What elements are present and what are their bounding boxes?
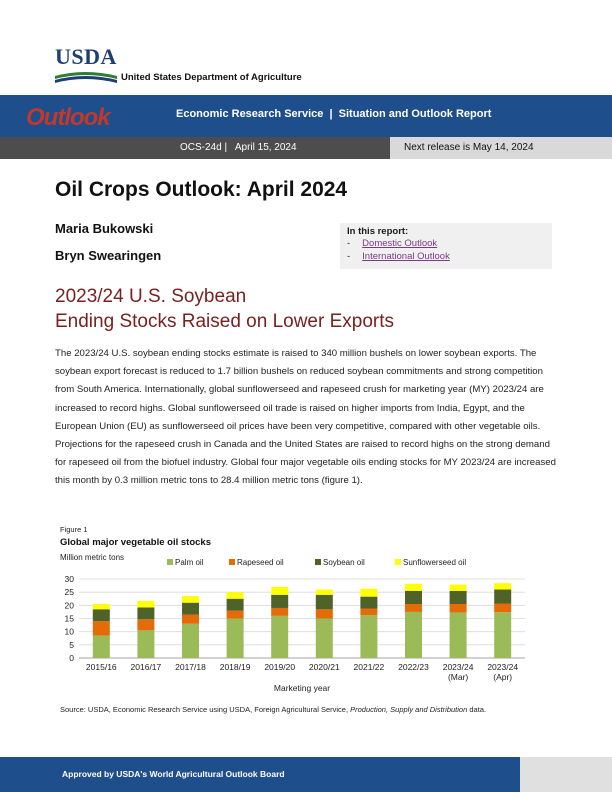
bar-segment: [494, 612, 511, 658]
bar-segment: [360, 615, 377, 658]
summary-paragraph: The 2023/24 U.S. soybean ending stocks estimate is raised to 340 million bushels on lower soybean exports. The soybean export forecast is reduced to 1.7 billion bushels on reduced soybean commitments and strong competition from South America. Internationally, global sunflowerseed and rapeseed crush for marketing year (MY) 2023/24 are increased to record highs. Global sunflowerseed oil trade is raised on higher imports from India, Egypt, and the European Union (EU) as sunflowerseed oil prices have been very competitive, compared with other vegetable oils. Projections for the rapeseed crush in Canada and the United States are raised to record highs on the strong demand for rapeseed oil from the biofuel industry. Global four major vegetable oils ending stocks for MY 2023/24 are increased this month by 0.3 million metric tons to 28.4 million metric tons (figure 1).: [55, 348, 556, 487]
y-tick-label: 20: [64, 600, 74, 611]
x-tick-label: 2019/20: [264, 662, 296, 672]
bar-segment: [360, 597, 377, 609]
author-name: Bryn Swearingen: [55, 248, 162, 263]
bar-segment: [405, 612, 422, 658]
bar-segment: [182, 615, 199, 624]
x-tick-label: 2022/23: [398, 662, 429, 672]
bar-segment: [494, 583, 511, 589]
bar-segment: [316, 619, 333, 659]
figure-label: Figure 1: [60, 525, 88, 534]
x-tick-label: 2018/19: [219, 662, 251, 672]
bar-segment: [93, 621, 110, 635]
bar-segment: [450, 585, 467, 591]
bar-segment: [182, 596, 199, 603]
outlook-logo: Outlook: [26, 104, 110, 131]
bar-segment: [405, 604, 422, 612]
banner-title: Economic Research Service | Situation and Outlook Report: [176, 108, 492, 120]
bar-segment: [360, 608, 377, 615]
next-release: Next release is May 14, 2024: [404, 142, 534, 153]
y-tick-label: 30: [64, 574, 74, 584]
legend-swatch: [315, 559, 321, 565]
legend-label: Rapeseed oil: [237, 558, 284, 567]
bar-segment: [450, 612, 467, 658]
headline: [55, 284, 394, 334]
y-axis-label: Million metric tons: [60, 553, 125, 562]
bar-segment: [137, 607, 154, 619]
legend-label: Soybean oil: [323, 558, 365, 567]
in-this-report-heading: In this report:: [347, 226, 409, 237]
department-name: United States Department of Agriculture: [121, 72, 302, 83]
bullet: -: [347, 251, 351, 262]
page-title: Oil Crops Outlook: April 2024: [55, 178, 348, 201]
x-axis-title: Marketing year: [273, 683, 331, 693]
x-tick-label: 2023/24: [487, 662, 519, 672]
usda-wordmark: USDA: [55, 44, 117, 69]
report-link-row: [347, 238, 437, 249]
bar-segment: [316, 595, 333, 609]
y-tick-label: 5: [69, 639, 74, 650]
headline-line-2: Ending Stocks Raised on Lower Exports: [55, 311, 395, 332]
bar-segment: [450, 604, 467, 612]
figure-title: Global major vegetable oil stocks: [60, 537, 211, 548]
bar-segment: [93, 604, 110, 609]
bar-segment: [316, 590, 333, 595]
y-tick-label: 15: [64, 613, 74, 624]
x-tick-label: 2015/16: [85, 662, 117, 672]
bar-segment: [227, 619, 244, 659]
bar-segment: [450, 591, 467, 604]
source-prefix: Source: USDA, Economic Research Service using USDA, Foreign Agricultural Service,: [60, 705, 351, 714]
source-suffix: data.: [467, 705, 487, 714]
x-tick-label: (Mar): [447, 672, 469, 682]
legend-label: Palm oil: [175, 558, 204, 567]
bar-segment: [137, 601, 154, 608]
legend-label: Sunflowerseed oil: [403, 558, 467, 567]
x-tick-label: 2017/18: [175, 662, 206, 672]
bar-segment: [227, 592, 244, 599]
bar-segment: [405, 584, 422, 591]
bar-segment: [182, 624, 199, 658]
x-tick-label: 2021/22: [353, 662, 385, 672]
domestic-outlook-link[interactable]: Domestic Outlook: [362, 238, 438, 249]
bar-segment: [316, 609, 333, 618]
bar-segment: [360, 589, 377, 597]
legend-swatch: [167, 559, 173, 565]
bar-segment: [93, 609, 110, 621]
legend-swatch: [395, 559, 401, 565]
bar-segment: [405, 591, 422, 604]
bar-segment: [494, 603, 511, 612]
headline-line-1: 2023/24 U.S. Soybean: [55, 286, 247, 307]
bar-segment: [271, 595, 288, 608]
bar-segment: [271, 616, 288, 658]
figure-source: [60, 705, 486, 714]
x-tick-label: 2016/17: [130, 662, 162, 672]
bar-segment: [227, 599, 244, 611]
bar-segment: [137, 630, 154, 658]
x-tick-label: (Apr): [493, 672, 513, 682]
bar-segment: [182, 603, 199, 615]
x-tick-label: 2023/24: [442, 662, 474, 672]
y-tick-label: 25: [64, 587, 74, 598]
y-tick-label: 0: [69, 653, 74, 663]
bar-segment: [271, 608, 288, 616]
international-outlook-link[interactable]: International Outlook: [362, 251, 450, 262]
source-italic: Production, Supply and Distribution: [350, 705, 468, 714]
y-tick-label: 10: [64, 626, 74, 637]
report-link-row: [347, 251, 450, 262]
legend-swatch: [229, 559, 235, 565]
footer-text: Approved by USDA's World Agricultural Outlook Board: [62, 769, 285, 779]
stacked-bar-chart: [55, 552, 535, 697]
bar-segment: [271, 587, 288, 595]
bar-segment: [227, 611, 244, 619]
bar-segment: [93, 636, 110, 658]
usda-logo-swoosh: [55, 70, 117, 84]
report-id: OCS-24d | April 15, 2024: [180, 142, 297, 153]
author-name: Maria Bukowski: [55, 221, 154, 236]
x-tick-label: 2020/21: [308, 662, 340, 672]
bar-segment: [137, 619, 154, 630]
usda-logo: [55, 44, 117, 89]
in-this-report-box: [340, 223, 552, 269]
bar-segment: [494, 590, 511, 604]
bullet: -: [347, 238, 351, 249]
